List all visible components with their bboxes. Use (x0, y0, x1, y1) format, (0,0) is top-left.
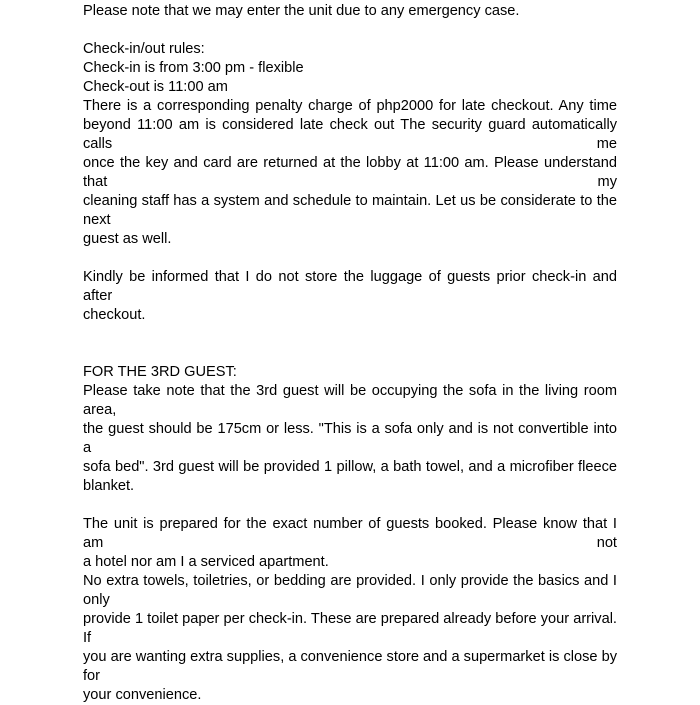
supplies-line: No extra towels, toiletries, or bedding are provided. I only provide the basics and I only (83, 573, 617, 608)
penalty-line: cleaning staff has a system and schedule to maintain. Let us be considerate to the next (83, 193, 617, 228)
penalty-line: once the key and card are returned at the lobby at 11:00 am. Please understand that my (83, 155, 617, 190)
spacer (83, 249, 617, 268)
third-guest-line: blanket. (83, 478, 135, 494)
checkin-rules-section (83, 40, 617, 249)
checkout-time: Check-out is 11:00 am (83, 79, 228, 95)
supplies-line: your convenience. (83, 687, 202, 703)
penalty-line: There is a corresponding penalty charge of php2000 for late checkout. Any time (83, 98, 617, 114)
penalty-line: guest as well. (83, 231, 172, 247)
supplies-line: you are wanting extra supplies, a convenience store and a supermarket is close by for (83, 649, 617, 684)
third-guest-line: the guest should be 175cm or less. "This is a sofa only and is not convertible into a (83, 421, 617, 456)
penalty-line: beyond 11:00 am is considered late check out The security guard automatically calls me (83, 117, 617, 152)
luggage-section (83, 268, 617, 325)
luggage-line: Kindly be informed that I do not store the luggage of guests prior check-in and after (83, 269, 617, 304)
preparation-line: The unit is prepared for the exact number of guests booked. Please know that I am not (83, 516, 617, 551)
spacer (83, 496, 617, 515)
supplies-line: provide 1 toilet paper per check-in. These are prepared already before your arrival. If (83, 611, 617, 646)
checkin-rules-heading: Check-in/out rules: (83, 41, 205, 57)
third-guest-section (83, 363, 617, 496)
third-guest-line: Please take note that the 3rd guest will be occupying the sofa in the living room area, (83, 383, 617, 418)
spacer (83, 325, 617, 363)
preparation-section (83, 515, 617, 572)
supplies-section (83, 572, 617, 705)
house-rules-document (83, 2, 617, 705)
third-guest-line: sofa bed". 3rd guest will be provided 1 pillow, a bath towel, and a microfiber fleece (83, 459, 617, 475)
preparation-line: a hotel nor am I a serviced apartment. (83, 554, 329, 570)
spacer (83, 21, 617, 40)
luggage-line: checkout. (83, 307, 146, 323)
emergency-note: Please note that we may enter the unit due to any emergency case. (83, 3, 520, 19)
checkin-time: Check-in is from 3:00 pm - flexible (83, 60, 304, 76)
third-guest-heading: FOR THE 3RD GUEST: (83, 364, 237, 380)
